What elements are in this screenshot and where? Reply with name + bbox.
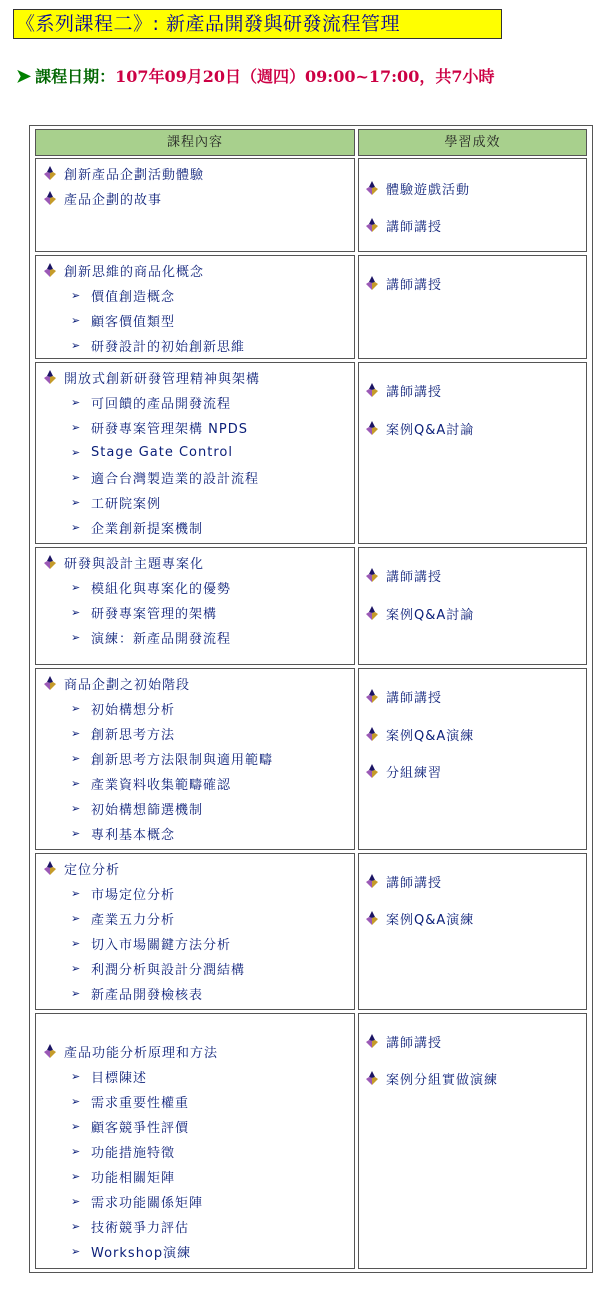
course-content-cell — [35, 255, 355, 359]
chevron-right-icon: ➢ — [71, 1119, 82, 1133]
chevron-right-icon: ➢ — [71, 470, 82, 484]
quad-diamond-bullet-icon — [44, 1044, 56, 1058]
course-subtopic — [71, 1241, 191, 1261]
course-subtopic — [71, 1091, 189, 1111]
learning-outcome-item — [366, 724, 474, 744]
course-subtopic — [71, 958, 245, 978]
course-subtopic-text: 適合台灣製造業的設計流程 — [91, 471, 260, 487]
learning-outcome-item-text: 講師講授 — [386, 875, 443, 891]
course-subtopic — [71, 1141, 175, 1161]
course-topic-text: 產品功能分析原理和方法 — [64, 1045, 219, 1061]
course-date-line — [16, 64, 494, 90]
course-subtopic-text: 功能措施特徵 — [91, 1145, 176, 1161]
course-subtopic-text: 顧客競爭性評價 — [91, 1120, 190, 1136]
quad-diamond-bullet-icon — [366, 727, 378, 741]
course-topic — [44, 188, 162, 208]
course-subtopic — [71, 602, 217, 622]
course-topic-text: 商品企劃之初始階段 — [64, 677, 191, 693]
chevron-right-icon: ➢ — [71, 580, 82, 594]
chevron-right-icon: ➢ — [71, 288, 82, 302]
course-subtopic-text: 研發專案管理架構 NPDS — [91, 421, 248, 437]
course-subtopic — [71, 933, 231, 953]
course-topic — [44, 858, 120, 878]
learning-outcome-item-text: 講師講授 — [386, 690, 443, 706]
course-subtopic — [71, 798, 203, 818]
learning-outcome-item-text: 案例Q&A演練 — [386, 728, 475, 744]
course-subtopic-text: 創新思考方法 — [91, 727, 176, 743]
course-subtopic-text: 目標陳述 — [91, 1070, 148, 1086]
course-subtopic-text: Stage Gate Control — [91, 444, 233, 460]
course-subtopic — [71, 577, 231, 597]
course-content-cell — [35, 547, 355, 665]
course-topic-text: 開放式創新研發管理精神與架構 — [64, 371, 261, 387]
course-subtopic — [71, 310, 175, 330]
course-subtopic — [71, 417, 248, 437]
quad-diamond-bullet-icon — [366, 911, 378, 925]
learning-outcome-item-text: 案例Q&A演練 — [386, 912, 475, 928]
course-subtopic — [71, 335, 245, 355]
course-topic — [44, 552, 204, 572]
course-subtopic-text: 產業五力分析 — [91, 912, 176, 928]
course-subtopic — [71, 723, 175, 743]
learning-outcome-item — [366, 1031, 442, 1051]
course-subtopic — [71, 773, 231, 793]
course-subtopic — [71, 442, 233, 462]
quad-diamond-bullet-icon — [366, 276, 378, 290]
learning-outcome-cell — [358, 255, 587, 359]
chevron-right-icon: ➢ — [71, 313, 82, 327]
quad-diamond-bullet-icon — [366, 383, 378, 397]
chevron-right-icon: ➢ — [71, 776, 82, 790]
learning-outcome-cell — [358, 547, 587, 665]
course-table — [29, 125, 593, 1273]
course-topic-text: 定位分析 — [64, 862, 121, 878]
quad-diamond-bullet-icon — [366, 874, 378, 888]
learning-outcome-item — [366, 565, 442, 585]
course-subtopic — [71, 285, 175, 305]
chevron-right-icon: ➢ — [71, 1094, 82, 1108]
chevron-right-icon: ➢ — [71, 726, 82, 740]
quad-diamond-bullet-icon — [44, 555, 56, 569]
chevron-right-icon: ➢ — [71, 1169, 82, 1183]
learning-outcome-item-text: 案例Q&A討論 — [386, 422, 475, 438]
header-learning-outcomes: 學習成效 — [358, 129, 587, 156]
course-topic-text: 創新產品企劃活動體驗 — [64, 167, 205, 183]
course-subtopic — [71, 627, 231, 647]
course-subtopic-text: 市場定位分析 — [91, 887, 176, 903]
chevron-right-icon: ➢ — [71, 911, 82, 925]
course-subtopic-text: 切入市場關鍵方法分析 — [91, 937, 232, 953]
course-subtopic-text: 企業創新提案機制 — [91, 521, 204, 537]
course-subtopic-text: 價值創造概念 — [91, 289, 176, 305]
course-subtopic — [71, 983, 203, 1003]
course-subtopic-text: 演練：新產品開發流程 — [91, 631, 232, 647]
quad-diamond-bullet-icon — [366, 568, 378, 582]
learning-outcome-item — [366, 686, 442, 706]
learning-outcome-cell — [358, 362, 587, 544]
course-subtopic-text: 專利基本概念 — [91, 827, 176, 843]
course-subtopic — [71, 823, 175, 843]
header-course-content: 課程內容 — [35, 129, 355, 156]
chevron-right-icon: ➢ — [71, 886, 82, 900]
quad-diamond-bullet-icon — [44, 166, 56, 180]
course-subtopic-text: 研發設計的初始創新思維 — [91, 339, 246, 355]
course-subtopic-text: 產業資料收集範疇確認 — [91, 777, 232, 793]
course-subtopic — [71, 748, 273, 768]
chevron-right-icon: ➢ — [71, 751, 82, 765]
chevron-right-icon: ➢ — [71, 986, 82, 1000]
quad-diamond-bullet-icon — [366, 218, 378, 232]
learning-outcome-item — [366, 178, 470, 198]
learning-outcome-item-text: 分組練習 — [386, 765, 443, 781]
course-topic — [44, 163, 204, 183]
course-subtopic — [71, 1116, 189, 1136]
course-subtopic-text: 需求重要性權重 — [91, 1095, 190, 1111]
learning-outcome-cell — [358, 853, 587, 1010]
course-subtopic — [71, 698, 175, 718]
learning-outcome-item-text: 講師講授 — [386, 277, 443, 293]
chevron-right-icon: ➢ — [71, 630, 82, 644]
course-topic-text: 創新思維的商品化概念 — [64, 264, 205, 280]
quad-diamond-bullet-icon — [366, 181, 378, 195]
arrow-right-icon: ➤ — [16, 66, 32, 87]
learning-outcome-item-text: 案例Q&A討論 — [386, 607, 475, 623]
chevron-right-icon: ➢ — [71, 701, 82, 715]
course-subtopic — [71, 392, 231, 412]
learning-outcome-item-text: 體驗遊戲活動 — [386, 182, 471, 198]
course-topic — [44, 367, 260, 387]
chevron-right-icon: ➢ — [71, 1144, 82, 1158]
course-subtopic — [71, 908, 175, 928]
course-subtopic — [71, 517, 203, 537]
course-subtopic-text: 模組化與專案化的優勢 — [91, 581, 232, 597]
course-content-cell — [35, 668, 355, 850]
course-subtopic-text: 初始構想篩選機制 — [91, 802, 204, 818]
quad-diamond-bullet-icon — [366, 764, 378, 778]
chevron-right-icon: ➢ — [71, 445, 82, 459]
learning-outcome-item — [366, 871, 442, 891]
course-subtopic-text: 創新思考方法限制與適用範疇 — [91, 752, 274, 768]
learning-outcome-item-text: 講師講授 — [386, 384, 443, 400]
quad-diamond-bullet-icon — [366, 1034, 378, 1048]
learning-outcome-cell — [358, 668, 587, 850]
quad-diamond-bullet-icon — [44, 861, 56, 875]
course-topic — [44, 673, 190, 693]
chevron-right-icon: ➢ — [71, 395, 82, 409]
chevron-right-icon: ➢ — [71, 1194, 82, 1208]
quad-diamond-bullet-icon — [44, 676, 56, 690]
learning-outcome-item — [366, 761, 442, 781]
course-content-cell — [35, 362, 355, 544]
chevron-right-icon: ➢ — [71, 1069, 82, 1083]
quad-diamond-bullet-icon — [44, 191, 56, 205]
quad-diamond-bullet-icon — [366, 689, 378, 703]
chevron-right-icon: ➢ — [71, 420, 82, 434]
course-subtopic-text: 利潤分析與設計分潤結構 — [91, 962, 246, 978]
learning-outcome-item — [366, 908, 474, 928]
learning-outcome-item — [366, 603, 474, 623]
course-subtopic-text: Workshop演練 — [91, 1245, 192, 1261]
quad-diamond-bullet-icon — [366, 421, 378, 435]
quad-diamond-bullet-icon — [44, 370, 56, 384]
course-date-value: 107年09月20日（週四）09:00~17:00，共7小時 — [115, 67, 495, 86]
quad-diamond-bullet-icon — [44, 263, 56, 277]
learning-outcome-item-text: 案例分組實做演練 — [386, 1072, 499, 1088]
course-subtopic-text: 新產品開發檢核表 — [91, 987, 204, 1003]
page-title: 《系列課程二》: 新產品開發與研發流程管理 — [13, 9, 502, 39]
course-subtopic-text: 技術競爭力評估 — [91, 1220, 190, 1236]
course-topic-text: 研發與設計主題專案化 — [64, 556, 205, 572]
learning-outcome-item — [366, 1068, 498, 1088]
chevron-right-icon: ➢ — [71, 801, 82, 815]
course-subtopic — [71, 1191, 203, 1211]
course-subtopic — [71, 1066, 147, 1086]
course-subtopic-text: 顧客價值類型 — [91, 314, 176, 330]
course-subtopic-text: 需求功能關係矩陣 — [91, 1195, 204, 1211]
learning-outcome-item-text: 講師講授 — [386, 1035, 443, 1051]
chevron-right-icon: ➢ — [71, 605, 82, 619]
chevron-right-icon: ➢ — [71, 961, 82, 975]
chevron-right-icon: ➢ — [71, 338, 82, 352]
chevron-right-icon: ➢ — [71, 520, 82, 534]
course-subtopic — [71, 492, 161, 512]
course-subtopic-text: 初始構想分析 — [91, 702, 176, 718]
course-content-cell — [35, 853, 355, 1010]
course-topic — [44, 260, 204, 280]
course-subtopic — [71, 1216, 189, 1236]
quad-diamond-bullet-icon — [366, 606, 378, 620]
course-subtopic-text: 研發專案管理的架構 — [91, 606, 218, 622]
quad-diamond-bullet-icon — [366, 1071, 378, 1085]
learning-outcome-item — [366, 380, 442, 400]
course-content-cell — [35, 158, 355, 252]
learning-outcome-cell — [358, 158, 587, 252]
learning-outcome-item-text: 講師講授 — [386, 219, 443, 235]
chevron-right-icon: ➢ — [71, 936, 82, 950]
chevron-right-icon: ➢ — [71, 1244, 82, 1258]
learning-outcome-item-text: 講師講授 — [386, 569, 443, 585]
course-topic — [44, 1041, 218, 1061]
learning-outcome-cell — [358, 1013, 587, 1269]
chevron-right-icon: ➢ — [71, 826, 82, 840]
course-subtopic-text: 功能相關矩陣 — [91, 1170, 176, 1186]
chevron-right-icon: ➢ — [71, 495, 82, 509]
chevron-right-icon: ➢ — [71, 1219, 82, 1233]
course-topic-text: 產品企劃的故事 — [64, 192, 163, 208]
course-subtopic — [71, 467, 259, 487]
course-subtopic-text: 可回饋的產品開發流程 — [91, 396, 232, 412]
learning-outcome-item — [366, 273, 442, 293]
learning-outcome-item — [366, 418, 474, 438]
course-date-label: 課程日期： — [35, 67, 116, 86]
course-content-cell — [35, 1013, 355, 1269]
course-subtopic — [71, 1166, 175, 1186]
course-subtopic — [71, 883, 175, 903]
course-subtopic-text: 工研院案例 — [91, 496, 162, 512]
learning-outcome-item — [366, 215, 442, 235]
